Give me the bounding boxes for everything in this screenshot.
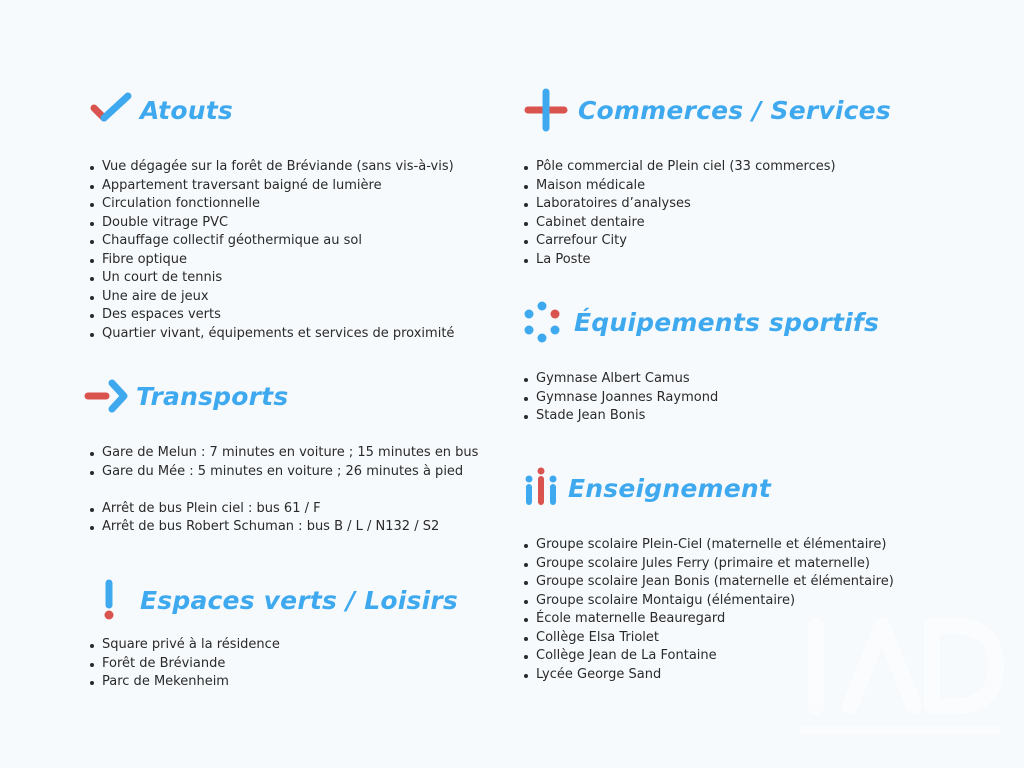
plus-icon — [522, 88, 578, 132]
exclamation-icon — [88, 578, 140, 622]
list-item: Gare du Mée : 5 minutes en voiture ; 26 minutes à pied — [88, 463, 478, 482]
section-heading — [84, 374, 478, 418]
list-spacer — [88, 481, 478, 500]
list-item: Chauffage collectif géothermique au sol — [88, 232, 454, 251]
list-item: Des espaces verts — [88, 306, 454, 325]
item-list — [88, 158, 454, 343]
list-item: Appartement traversant baigné de lumière — [88, 177, 454, 196]
list-item: Une aire de jeux — [88, 288, 454, 307]
list-item: Arrêt de bus Robert Schuman : bus B / L / N132 / S2 — [88, 518, 478, 537]
section-equipements-sportifs — [522, 300, 879, 426]
section-title: Espaces verts / Loisirs — [140, 585, 458, 615]
section-title: Enseignement — [568, 473, 772, 503]
section-heading — [522, 300, 879, 344]
list-item: Square privé à la résidence — [88, 636, 458, 655]
item-list — [522, 370, 879, 426]
list-item: Fibre optique — [88, 251, 454, 270]
section-title: Équipements sportifs — [574, 307, 880, 337]
dots-circle-icon — [522, 300, 574, 344]
list-item: Collège Jean de La Fontaine — [522, 647, 894, 666]
section-heading — [522, 88, 891, 132]
section-transports — [84, 374, 478, 537]
section-atouts — [88, 88, 454, 343]
list-item: Lycée George Sand — [522, 666, 894, 685]
list-item: Gymnase Joannes Raymond — [522, 389, 879, 408]
list-item: Groupe scolaire Plein-Ciel (maternelle et élémentaire) — [522, 536, 894, 555]
list-item: Cabinet dentaire — [522, 214, 891, 233]
check-icon — [88, 88, 140, 132]
list-item: La Poste — [522, 251, 891, 270]
list-item: Laboratoires d’analyses — [522, 195, 891, 214]
list-item: Groupe scolaire Jules Ferry (primaire et maternelle) — [522, 555, 894, 574]
list-item: Groupe scolaire Jean Bonis (maternelle et élémentaire) — [522, 573, 894, 592]
list-item: Parc de Mekenheim — [88, 673, 458, 692]
list-item: Circulation fonctionnelle — [88, 195, 454, 214]
iad-logo-icon — [790, 598, 1010, 748]
list-item: Stade Jean Bonis — [522, 407, 879, 426]
item-list — [88, 444, 478, 537]
list-item: École maternelle Beauregard — [522, 610, 894, 629]
list-item: Collège Elsa Triolet — [522, 629, 894, 648]
list-item: Maison médicale — [522, 177, 891, 196]
section-commerces — [522, 88, 891, 269]
item-list — [88, 636, 458, 692]
item-list — [522, 158, 891, 269]
list-item: Vue dégagée sur la forêt de Bréviande (sans vis-à-vis) — [88, 158, 454, 177]
list-item: Pôle commercial de Plein ciel (33 commerces) — [522, 158, 891, 177]
list-item: Carrefour City — [522, 232, 891, 251]
list-item: Gymnase Albert Camus — [522, 370, 879, 389]
section-title: Commerces / Services — [578, 95, 891, 125]
list-item: Quartier vivant, équipements et services de proximité — [88, 325, 454, 344]
section-heading — [522, 466, 894, 510]
section-title: Transports — [136, 381, 289, 411]
section-espaces-verts — [88, 578, 458, 692]
list-item: Gare de Melun : 7 minutes en voiture ; 15 minutes en bus — [88, 444, 478, 463]
list-item: Groupe scolaire Montaigu (élémentaire) — [522, 592, 894, 611]
list-item: Double vitrage PVC — [88, 214, 454, 233]
section-heading — [88, 88, 454, 132]
list-item: Arrêt de bus Plein ciel : bus 61 / F — [88, 500, 478, 519]
section-heading — [88, 578, 458, 622]
people-icon — [522, 466, 568, 510]
list-item: Un court de tennis — [88, 269, 454, 288]
section-title: Atouts — [140, 95, 233, 125]
arrow-right-icon — [84, 374, 136, 418]
list-item: Forêt de Bréviande — [88, 655, 458, 674]
